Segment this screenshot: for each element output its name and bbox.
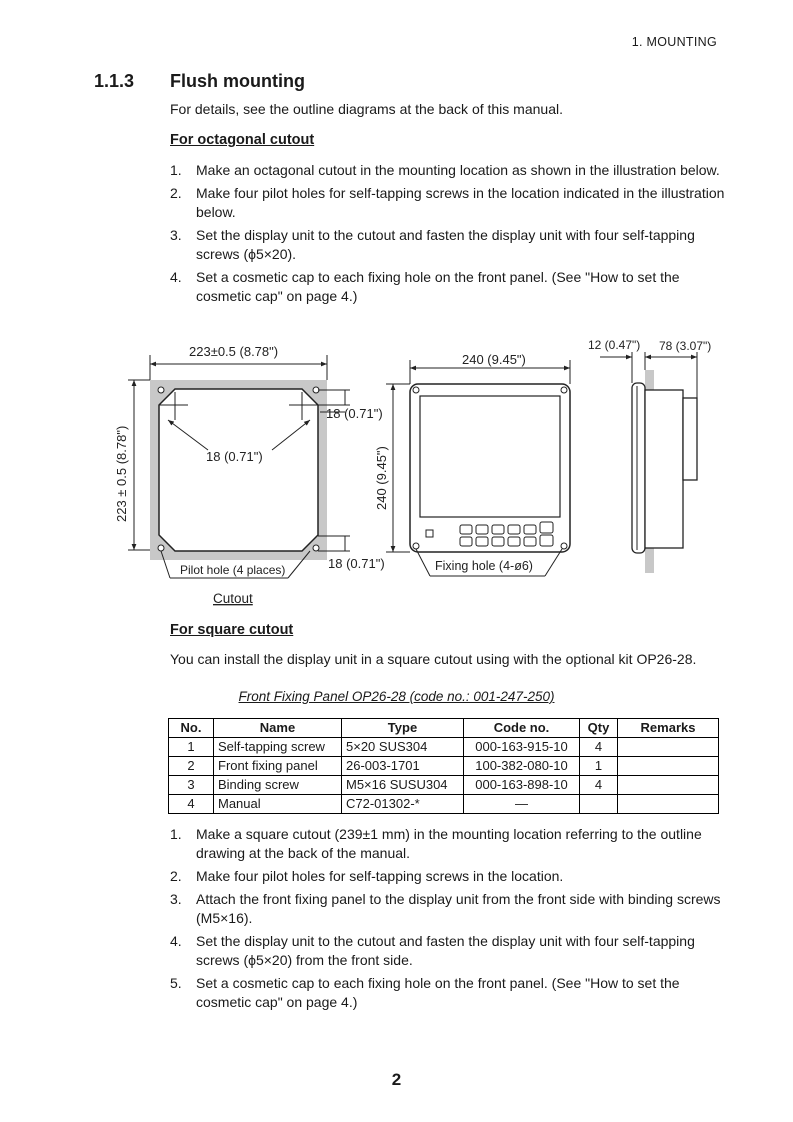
key	[460, 525, 472, 534]
side-bezel	[632, 383, 645, 553]
step-number: 2.	[170, 185, 182, 201]
pilot-hole-label: Pilot hole (4 places)	[180, 563, 286, 577]
step-text: Set the display unit to the cutout and fasten the display unit with four self-tapping screws (ϕ5×20) from the front side.	[196, 933, 695, 968]
square-heading: For square cutout	[170, 622, 294, 638]
unit-height-label: 240 (9.45")	[374, 446, 389, 510]
key	[508, 525, 520, 534]
step-number: 1.	[170, 826, 182, 842]
table-row	[169, 795, 719, 814]
cell-no: 1	[169, 738, 214, 757]
key	[476, 537, 488, 546]
page-number: 2	[391, 1070, 402, 1089]
table-header-row	[169, 719, 719, 738]
col-header: No.	[169, 719, 214, 738]
side-body	[645, 390, 683, 548]
cutout-height-label: 223 ± 0.5 (8.78")	[114, 425, 129, 522]
fixing-hole	[413, 543, 419, 549]
square-step	[170, 825, 725, 863]
power-key	[426, 530, 433, 537]
step-number: 4.	[170, 933, 182, 949]
table-row	[169, 738, 719, 757]
square-step	[170, 974, 725, 1012]
side-depth-label: 78 (3.07")	[659, 339, 712, 353]
step-text: Make an octagonal cutout in the mounting location as shown in the illustration below.	[196, 162, 720, 178]
col-header: Code no.	[464, 719, 580, 738]
col-header: Type	[342, 719, 464, 738]
fixing-leader	[416, 549, 430, 576]
cell-code: —	[464, 795, 580, 814]
corner-top-label: 18 (0.71")	[326, 406, 383, 421]
table-caption: Front Fixing Panel OP26-28 (code no.: 001-247-250)	[238, 689, 555, 704]
step-text: Make a square cutout (239±1 mm) in the mounting location referring to the outline drawing at the back of the manual.	[196, 826, 702, 861]
cell-name: Manual	[214, 795, 342, 814]
cell-remarks	[618, 757, 719, 776]
key	[508, 537, 520, 546]
fixing-leader	[545, 549, 562, 576]
cell-remarks	[618, 738, 719, 757]
cell-qty	[580, 795, 618, 814]
cutout-drawing	[114, 344, 385, 606]
cell-name: Front fixing panel	[214, 757, 342, 776]
section-intro: For details, see the outline diagrams at the back of this manual.	[170, 101, 563, 117]
unit-width-label: 240 (9.45")	[462, 352, 526, 367]
cell-code: 000-163-898-10	[464, 776, 580, 795]
square-step	[170, 890, 725, 928]
corner-bottom-label: 18 (0.71")	[328, 556, 385, 571]
step-number: 3.	[170, 891, 182, 907]
key	[492, 525, 504, 534]
cell-code: 100-382-080-10	[464, 757, 580, 776]
cell-code: 000-163-915-10	[464, 738, 580, 757]
key	[460, 537, 472, 546]
side-thickness-label: 12 (0.47")	[588, 338, 641, 352]
step-number: 2.	[170, 868, 182, 884]
fixing-hole-label: Fixing hole (4-ø6)	[435, 559, 533, 573]
step-number: 3.	[170, 227, 182, 243]
cell-type: 5×20 SUS304	[342, 738, 464, 757]
table-row	[169, 776, 719, 795]
cell-no: 4	[169, 795, 214, 814]
square-steps	[170, 825, 725, 1016]
step-number: 4.	[170, 269, 182, 285]
cell-no: 2	[169, 757, 214, 776]
step-text: Attach the front fixing panel to the display unit from the front side with binding screws (M5×16).	[196, 891, 721, 926]
running-header: 1. MOUNTING	[631, 35, 717, 49]
cell-qty: 4	[580, 738, 618, 757]
key	[476, 525, 488, 534]
parts-table	[168, 718, 719, 814]
key	[492, 537, 504, 546]
square-intro: You can install the display unit in a square cutout using with the optional kit OP26-28.	[170, 651, 697, 667]
section-title: Flush mounting	[170, 71, 305, 91]
cutout-width-label: 223±0.5 (8.78")	[189, 344, 279, 359]
step-number: 1.	[170, 162, 182, 178]
square-step	[170, 867, 725, 886]
col-header: Name	[214, 719, 342, 738]
fixing-hole	[561, 387, 567, 393]
cell-type: C72-01302-*	[342, 795, 464, 814]
key	[524, 525, 536, 534]
cell-name: Self-tapping screw	[214, 738, 342, 757]
cell-remarks	[618, 795, 719, 814]
fixing-hole	[413, 387, 419, 393]
step-text: Set the display unit to the cutout and fasten the display unit with four self-tapping screws (ϕ5×20).	[196, 227, 695, 262]
cutout-caption: Cutout	[213, 591, 253, 606]
section-number: 1.1.3	[94, 71, 135, 91]
pilot-hole	[313, 545, 319, 551]
cell-type: M5×16 SUSU304	[342, 776, 464, 795]
square-step	[170, 932, 725, 970]
cell-no: 3	[169, 776, 214, 795]
step-text: Set a cosmetic cap to each fixing hole on the front panel. (See "How to set the cosmetic cap" on page 4.)	[196, 975, 680, 1010]
unit-screen	[420, 396, 560, 517]
octagonal-cutout	[159, 389, 318, 551]
pilot-hole	[158, 545, 164, 551]
fixing-hole	[561, 543, 567, 549]
key	[524, 537, 536, 546]
side-view	[588, 338, 711, 573]
cell-name: Binding screw	[214, 776, 342, 795]
step-text: Make four pilot holes for self-tapping screws in the location indicated in the illustration below.	[196, 185, 725, 220]
step-text: Make four pilot holes for self-tapping screws in the location.	[196, 868, 564, 884]
cell-type: 26-003-1701	[342, 757, 464, 776]
cell-qty: 4	[580, 776, 618, 795]
key	[540, 535, 553, 546]
pilot-hole	[158, 387, 164, 393]
col-header: Qty	[580, 719, 618, 738]
key	[540, 522, 553, 533]
front-view	[374, 352, 570, 576]
corner-inner-label: 18 (0.71")	[206, 449, 263, 464]
col-header: Remarks	[618, 719, 719, 738]
cell-remarks	[618, 776, 719, 795]
step-text: Set a cosmetic cap to each fixing hole on the front panel. (See "How to set the cosmetic cap" on page 4.)	[196, 269, 680, 304]
step-number: 5.	[170, 975, 182, 991]
octagonal-heading: For octagonal cutout	[170, 132, 315, 148]
cell-qty: 1	[580, 757, 618, 776]
side-rear-box	[683, 398, 697, 480]
table-row	[169, 757, 719, 776]
